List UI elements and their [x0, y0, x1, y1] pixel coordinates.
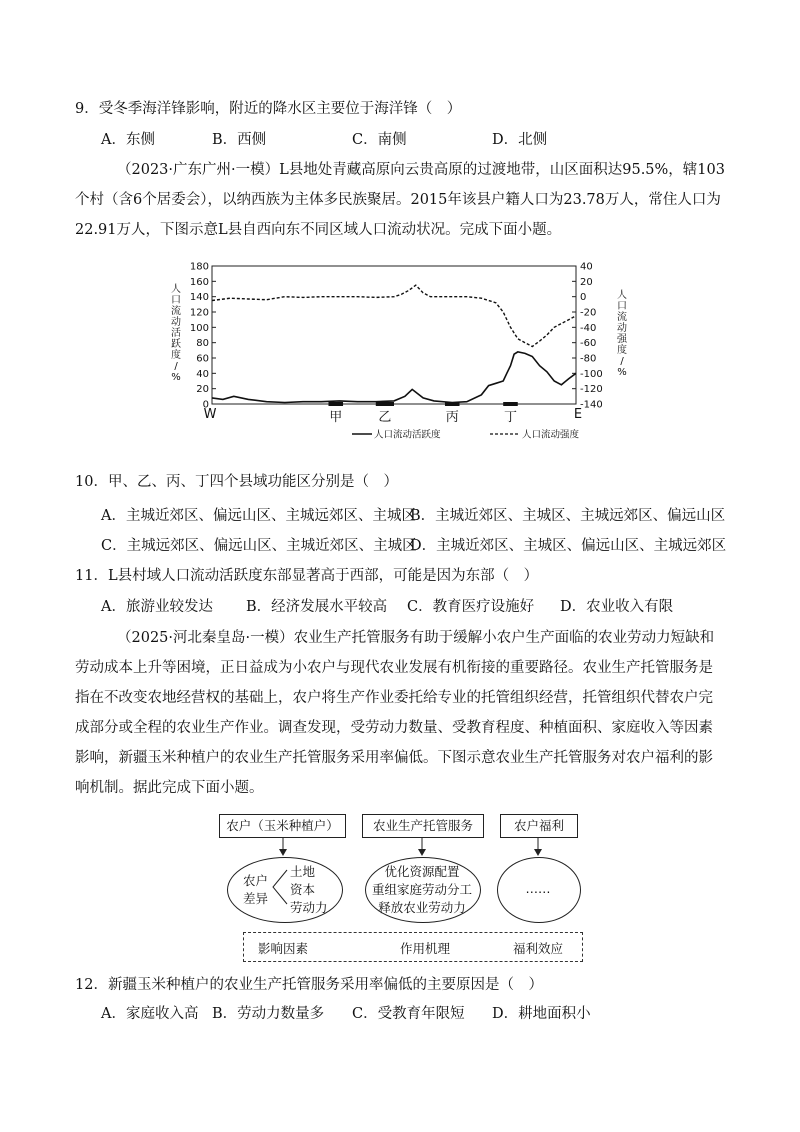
q12-option-a: A．家庭收入高 [101, 1006, 199, 1022]
q11-option-b: B．经济发展水平较高 [246, 599, 388, 615]
q10-option-a: A．主城近郊区、偏远山区、主城远郊区、主城区 [101, 508, 416, 524]
box-service: 农业生产托管服务 [362, 814, 484, 838]
right-tick-label: 20 [580, 276, 593, 288]
label-effect: 福利效应 [513, 941, 564, 956]
label-mechanism: 作用机理 [400, 941, 451, 956]
right-tick-label: -20 [580, 307, 597, 319]
ellipse-mechanism-text [365, 863, 479, 917]
x-left-label: W [203, 407, 217, 422]
left-axis-label-char: 流 [171, 306, 181, 317]
right-tick-label: -140 [580, 399, 603, 411]
ellipse-factors-right [290, 863, 340, 917]
q11-stem: 11．L县村域人口流动活跃度东部显著高于西部，可能是因为东部（ ） [75, 568, 539, 584]
left-tick-label: 0 [202, 399, 209, 411]
q10-option-c: C．主城远郊区、偏远山区、主城近郊区、主城区 [101, 538, 417, 554]
q11-option-a: A．旅游业较发达 [101, 599, 213, 615]
q11-option-d: D．农业收入有限 [560, 599, 674, 615]
left-tick-label: 60 [196, 353, 209, 365]
left-tick-label: 120 [189, 307, 209, 319]
left-axis-label-char: 口 [171, 295, 181, 306]
q11-option-c: C．教育医疗设施好 [407, 599, 535, 615]
label-factors: 影响因素 [258, 941, 309, 956]
left-axis-label-char: 活 [171, 328, 181, 339]
left-axis-label-char: / [174, 361, 178, 372]
label-land: 土地 [290, 864, 316, 879]
right-tick-label: -40 [580, 322, 597, 334]
right-axis-label-char: 口 [617, 301, 627, 312]
box-welfare: 农户福利 [500, 814, 578, 838]
right-axis-label-char: % [617, 367, 627, 378]
ellipse-welfare-text: …… [525, 881, 551, 896]
right-axis-label-char: 强 [617, 334, 627, 345]
right-tick-label: 0 [580, 292, 587, 304]
q9-stem: 9．受冬季海洋锋影响，附近的降水区主要位于海洋锋（ ） [75, 101, 462, 117]
left-axis-label-char: 度 [171, 350, 181, 361]
right-tick-label: -120 [580, 384, 603, 396]
region-label-3: 丙 [445, 410, 459, 425]
x-right-label: E [573, 407, 583, 422]
left-tick-label: 20 [196, 384, 209, 396]
left-axis-label-char: 人 [171, 284, 181, 295]
q10-stem: 10．甲、乙、丙、丁四个县域功能区分别是（ ） [75, 474, 398, 490]
label-reorganize: 重组家庭劳动分工 [371, 882, 472, 897]
left-tick-label: 140 [189, 292, 209, 304]
region-label-1: 甲 [329, 410, 343, 425]
left-tick-label: 160 [189, 276, 209, 288]
label-optimize: 优化资源配置 [384, 864, 460, 879]
material-2-text: （2025·河北秦皇岛·一模）农业生产托管服务有助于缓解小农户生产面临的农业劳动力短缺和劳动成本上升等困境，正日益成为小农户与现代农业发展有机衔接的重要路径。农业生产托管服务是指在不改变农地经营权的基础上，农户将生产作业委托给专业的托管组织经营，托管组织代替农户完成部分或全程的农业生产作业。调查发现，受劳动力数量、受教育程度、种植面积、家庭收入等因素影响，新疆玉米种植户的农业生产托管服务采用率偏低。下图示意农业生产托管服务对农户福利的影响机制。据此完成下面小题。 [75, 630, 715, 796]
legend-dashed-label: 人口流动强度 [522, 429, 580, 441]
q12-option-b: B．劳动力数量多 [212, 1006, 325, 1022]
left-axis-label-char: 跃 [171, 339, 181, 350]
left-axis-label-char: % [171, 372, 181, 383]
q10-option-b: B．主城近郊区、主城区、主城远郊区、偏远山区 [410, 508, 726, 524]
label-labor: 劳动力 [290, 900, 328, 915]
left-tick-label: 80 [196, 338, 209, 350]
q9-option-a: A．东侧 [101, 132, 155, 148]
q12-option-d: D．耕地面积小 [492, 1006, 591, 1022]
material-1-text: （2023·广东广州·一模）L县地处青藏高原向云贵高原的过渡地带，山区面积达95.5%，辖103个村（含6个居委会），以纳西族为主体多民族聚居。2015年该县户籍人口为23.78万人，常住人口为22.91万人，下图示意L县自西向东不同区域人口流动状况。完成下面小题。 [75, 162, 725, 238]
left-tick-label: 100 [189, 322, 209, 334]
q10-option-d: D．主城近郊区、主城区、偏远山区、主城远郊区 [410, 538, 727, 554]
right-tick-label: -80 [580, 353, 597, 365]
ellipse-factors-left [243, 872, 273, 908]
right-axis-label-char: 度 [617, 345, 627, 356]
region-label-4: 丁 [503, 410, 517, 425]
box-farmer: 农户（玉米种植户） [219, 814, 346, 838]
q12-option-c: C．受教育年限短 [352, 1006, 465, 1022]
right-axis-label-char: 人 [617, 290, 627, 301]
label-capital: 资本 [290, 882, 316, 897]
right-tick-label: -60 [580, 338, 597, 350]
q12-stem: 12．新疆玉米种植户的农业生产托管服务采用率偏低的主要原因是（ ） [75, 977, 543, 993]
label-release: 释放农业劳动力 [378, 900, 466, 915]
q9-option-c: C．南侧 [352, 132, 407, 148]
right-tick-label: -100 [580, 368, 603, 380]
right-tick-label: 40 [580, 261, 593, 273]
right-axis-label-char: 动 [617, 323, 627, 334]
left-axis-label-char: 动 [171, 317, 181, 328]
legend-solid-label: 人口流动活跃度 [374, 429, 441, 441]
left-tick-label: 40 [196, 368, 209, 380]
right-axis-label-char: 流 [617, 312, 627, 323]
q9-option-b: B．西侧 [212, 132, 267, 148]
label-difference: 差异 [243, 891, 269, 906]
q9-option-d: D．北侧 [492, 132, 548, 148]
right-axis-label-char: / [620, 356, 624, 367]
region-label-2: 乙 [378, 410, 392, 425]
left-tick-label: 180 [189, 261, 209, 273]
label-farmer: 农户 [243, 873, 269, 888]
